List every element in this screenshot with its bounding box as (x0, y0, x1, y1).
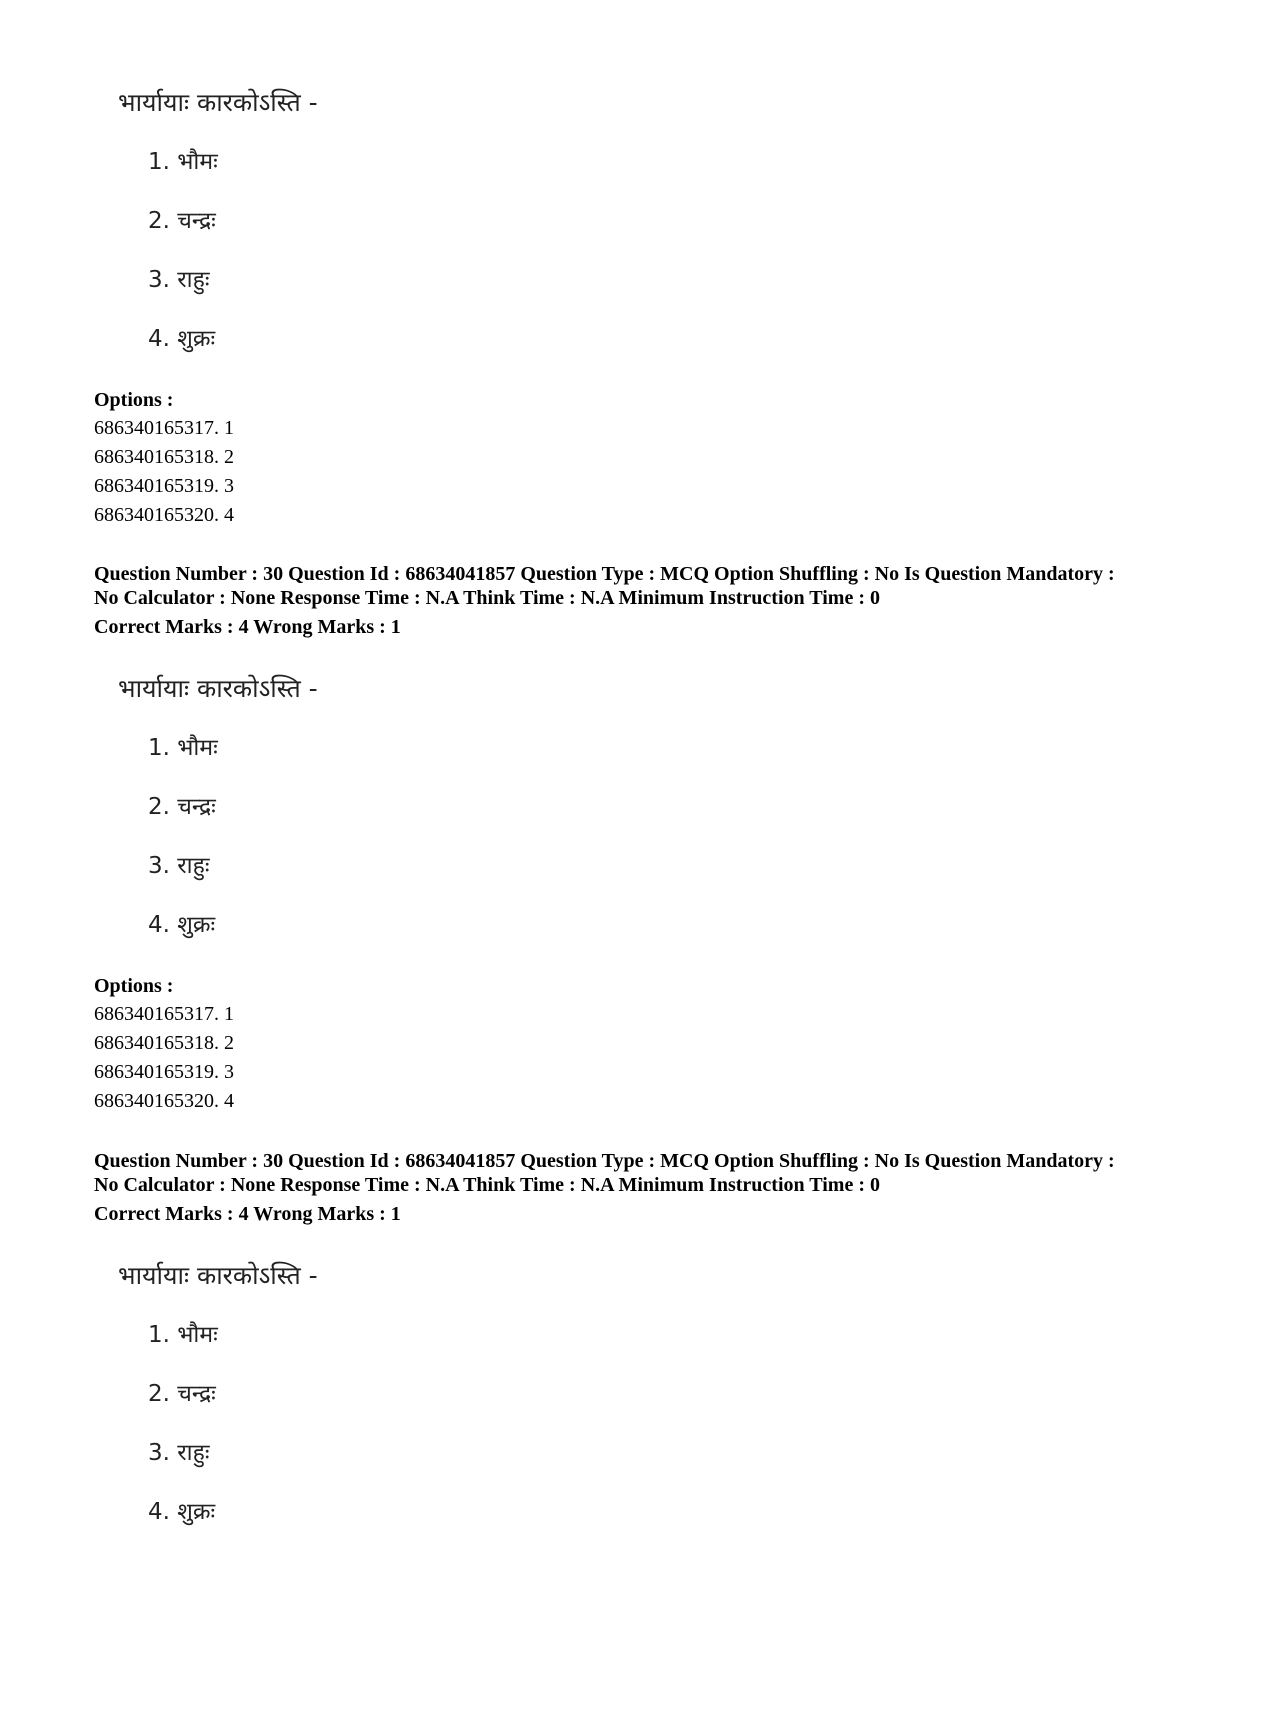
answer-choice: 4. शुक्रः (148, 1499, 216, 1525)
option-id-item: 686340165317. 1 (94, 417, 234, 439)
answer-choice: 2. चन्द्रः (148, 208, 216, 234)
answer-choice: 4. शुक्रः (148, 326, 216, 352)
answer-choice: 2. चन्द्रः (148, 794, 216, 820)
option-id-list (94, 1000, 234, 1116)
answer-choices (148, 731, 218, 967)
option-id-item: 686340165320. 4 (94, 504, 234, 526)
answer-choice: 1. भौमः (148, 1322, 218, 1348)
option-id-item: 686340165318. 2 (94, 1032, 234, 1054)
options-heading: Options : (94, 975, 174, 997)
answer-choice: 3. राहुः (148, 1440, 210, 1466)
question-metadata-line: Question Number : 30 Question Id : 68634041857 Question Type : MCQ Option Shuffling : No Is Question Mandatory : (94, 563, 1115, 585)
question-block-2 (0, 562, 1275, 1122)
option-id-list (94, 414, 234, 530)
question-metadata (94, 562, 1214, 639)
answer-choice: 1. भौमः (148, 735, 218, 761)
question-metadata-line: Question Number : 30 Question Id : 68634041857 Question Type : MCQ Option Shuffling : No Is Question Mandatory : (94, 1150, 1115, 1172)
option-id-item: 686340165319. 3 (94, 1061, 234, 1083)
option-id-item: 686340165318. 2 (94, 446, 234, 468)
question-metadata-line: No Calculator : None Response Time : N.A Think Time : N.A Minimum Instruction Time : 0 (94, 587, 880, 609)
option-id-item: 686340165320. 4 (94, 1090, 234, 1112)
question-stem: भार्यायाः कारकोऽस्ति - (118, 1261, 318, 1290)
question-marks: Correct Marks : 4 Wrong Marks : 1 (94, 1203, 401, 1225)
answer-choice: 1. भौमः (148, 149, 218, 175)
answer-choice: 4. शुक्रः (148, 912, 216, 938)
question-marks: Correct Marks : 4 Wrong Marks : 1 (94, 616, 401, 638)
option-id-item: 686340165317. 1 (94, 1003, 234, 1025)
question-stem: भार्यायाः कारकोऽस्ति - (118, 88, 318, 117)
question-stem: भार्यायाः कारकोऽस्ति - (118, 674, 318, 703)
answer-choice: 2. चन्द्रः (148, 1381, 216, 1407)
options-heading: Options : (94, 389, 174, 411)
answer-choices (148, 145, 218, 381)
option-id-item: 686340165319. 3 (94, 475, 234, 497)
question-metadata-line: No Calculator : None Response Time : N.A Think Time : N.A Minimum Instruction Time : 0 (94, 1174, 880, 1196)
question-metadata (94, 1149, 1214, 1226)
question-block-1 (0, 0, 1275, 560)
answer-choice: 3. राहुः (148, 853, 210, 879)
question-block-3 (0, 1149, 1275, 1709)
answer-choices (148, 1318, 218, 1554)
answer-choice: 3. राहुः (148, 267, 210, 293)
